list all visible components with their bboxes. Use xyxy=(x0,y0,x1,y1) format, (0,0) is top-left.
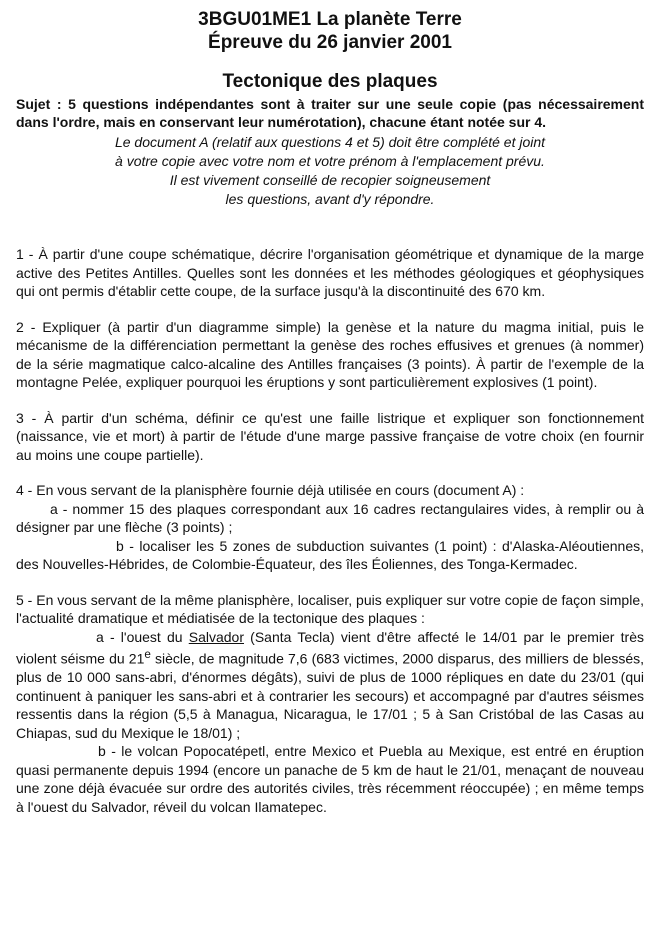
question-5a-place: Salvador xyxy=(188,628,244,645)
question-5-intro: 5 - En vous servant de la même planisphère, localiser, puis expliquer sur votre copie de façon simple, l'actualité dramatique et médiatisée de la tectonique des plaques : xyxy=(16,591,644,626)
instructions-notice xyxy=(16,133,644,209)
notice-line-4: les questions, avant d'y répondre. xyxy=(225,191,435,207)
question-5a xyxy=(16,628,644,743)
question-3 xyxy=(16,409,644,465)
question-4b: b - localiser les 5 zones de subduction suivantes (1 point) : d'Alaska-Aléoutiennes, des Nouvelles-Hébrides, de Colombie-Équateur, des îles Éoliennes, des Tonga-Kermadec. xyxy=(16,537,644,572)
question-5b: b - le volcan Popocatépetl, entre Mexico et Puebla au Mexique, est entré en éruption quasi permanente depuis 1994 (encore un panache de 5 km de haut le 21/01, menaçant de nouveau une zone déjà évacuée sur ordre des autorités civiles, très récemment réoccupée) ; en même temps à l'ouest du Salvador, réveil du volcan Ilamatepec. xyxy=(16,743,644,815)
notice-line-1: Le document A (relatif aux questions 4 et 5) doit être complété et joint xyxy=(114,134,546,150)
question-1 xyxy=(16,245,644,301)
sujet-paragraph xyxy=(16,95,644,131)
exam-date: Épreuve du 26 janvier 2001 xyxy=(208,32,452,53)
notice-line-3: Il est vivement conseillé de recopier soigneusement xyxy=(169,172,491,188)
course-code-title: 3BGU01ME1 La planète Terre xyxy=(198,9,462,30)
question-4 xyxy=(16,481,644,574)
question-3-text: 3 - À partir d'un schéma, définir ce qu'est une faille listrique et expliquer son fonctionnement (naissance, vie et mort) à partir de l'étude d'une marge passive française de votre choix (en fournir au moins une coupe partielle). xyxy=(16,409,644,463)
question-5 xyxy=(16,591,644,817)
sujet-label: Sujet : xyxy=(16,96,62,112)
exam-header xyxy=(16,0,644,54)
question-5a-rest-2: siècle, de magnitude 7,6 (683 victimes, 2000 disparus, des milliers de blessés, plus de 10 000 sans-abri, d'énormes dégâts), suivi de plus de 1000 répliques en date du 23/01 (qui continuent à paniquer les sans-abri et à contrarier les secours) et accompagné par d'autres séismes ressentis dans la région (5,5 à Managua, Nicaragua, le 17/01 ; 5 à San Cristóbal de las Casas au Chiapas, sud du Mexique le 18/01) ; xyxy=(16,650,644,741)
question-5a-sup: e xyxy=(144,648,151,661)
questions-list xyxy=(16,245,644,816)
question-5a-start: a - l'ouest du xyxy=(96,628,189,645)
question-2 xyxy=(16,318,644,392)
section-title: Tectonique des plaques xyxy=(222,71,438,92)
question-4-intro: 4 - En vous servant de la planisphère fournie déjà utilisée en cours (document A) : xyxy=(16,482,525,498)
notice-line-2: à votre copie avec votre nom et votre prénom à l'emplacement prévu. xyxy=(115,153,545,169)
question-5a-rest-1: (Santa Tecla) vient d'être affecté le 14/01 par le premier très violent séisme du 21 xyxy=(16,628,644,667)
question-4a: a - nommer 15 des plaques correspondant aux 16 cadres rectangulaires vides, à remplir ou à désigner par une flèche (3 points) ; xyxy=(16,500,644,535)
question-2-text: 2 - Expliquer (à partir d'un diagramme simple) la genèse et la nature du magma initial, puis le mécanisme de la différenciation permettant la genèse des roches effusives et grenues (à nommer) de la série magmatique calco-alcaline des Antilles françaises (3 points). À partir de l'exemple de la montagne Pelée, expliquer pourquoi les éruptions y sont particulièrement explosives (1 point). xyxy=(16,318,644,390)
question-1-text: 1 - À partir d'une coupe schématique, décrire l'organisation géométrique et dynamique de la marge active des Petites Antilles. Quelles sont les données et les méthodes géologiques et géophysiques qui ont permis d'établir cette coupe, de la surface jusqu'à la discontinuité des 670 km. xyxy=(16,246,644,299)
sujet-text: 5 questions indépendantes sont à traiter sur une seule copie (pas nécessairement dans l'ordre, mais en conservant leur numérotation), chacune étant notée sur 4. xyxy=(16,96,644,130)
